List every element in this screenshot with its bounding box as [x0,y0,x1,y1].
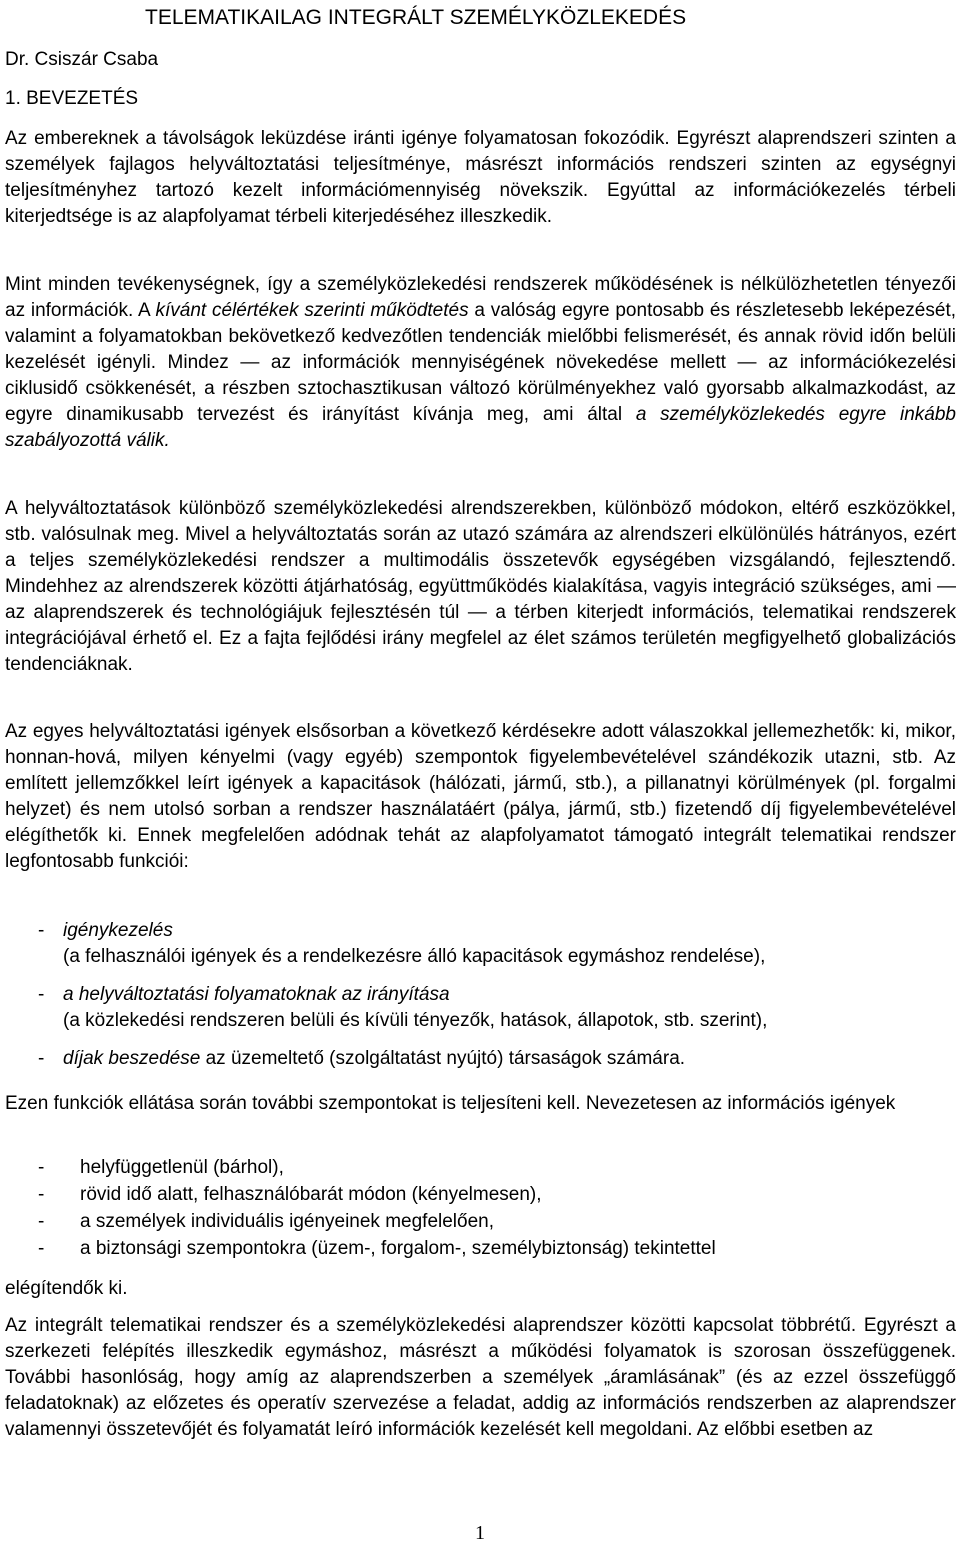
paragraph-7-text: Az integrált telematikai rendszer és a személyközlekedési alaprendszer közötti kapcsolat többrétű. Egyrészt a szerkezeti felépítés illeszkedik egymáshoz, másrészt a működési folyamatok is szorosan összefüggenek. További hasonlóság, hogy amíg az alaprendszerben a személyek „áramlásának” (és az ezzel összefüggő feladatoknak) az előzetes és operatív szervezése a feladat, addig az információs rendszerben az alaprendszer valamennyi összetevőjét és folyamatát leíró információk kezelését kell megoldani. Az előbbi esetben az [5,1315,956,1440]
list-item-content [63,1046,685,1072]
paragraph-2 [5,272,956,454]
function-detail: (a közlekedési rendszeren belüli és kívüli tényezők, hatások, állapotok, stb. szerint), [63,1010,768,1031]
requirement-text: rövid idő alatt, felhasználóbarát módon (kényelmesen), [80,1184,542,1205]
list-dash: - [38,1184,45,1205]
paragraph-4-text: Az egyes helyváltoztatási igények elsősorban a következő kérdésekre adott válaszokkal jellemezhetők: ki, mikor, honnan-hová, milyen kényelmi (vagy egyéb) szempontok figyelembevételével szándékozik utazni, stb. Az említett jellemzőkkel leírt igények a kapacitások (hálózati, jármű, stb.), a pillanatnyi körülmények (pl. forgalmi helyzet) és nem utolsó sorban a rendszer használatáért (pálya, jármű, stb.) fizetendő díj figyelembevételével elégíthetők ki. Ennek megfelelően adódnak tehát az alapfolyamatot támogató integrált telematikai rendszer legfontosabb funkciói: [5,721,956,872]
list-dash: - [38,920,45,941]
section-heading: 1. BEVEZETÉS [5,88,139,109]
functions-list [38,918,938,1072]
list-dash: - [38,1048,45,1069]
requirement-text: helyfüggetlenül (bárhol), [80,1157,284,1178]
paragraph-2-emphasis-d: a személyközlekedés egyre inkább szabályozottá válik. [5,404,956,451]
requirement-text: a személyek individuális igényeinek megfelelően, [80,1211,495,1232]
requirements-list [38,1155,938,1263]
paragraph-7 [5,1313,956,1443]
list-item [38,1155,938,1181]
paragraph-6 [5,1276,956,1302]
document-title: TELEMATIKAILAG INTEGRÁLT SZEMÉLYKÖZLEKEDÉS [145,6,687,29]
paragraph-2-text [5,272,956,454]
paragraph-2-emphasis-a: kívánt célértékek szerinti működtetés [155,300,469,321]
page-number: 1 [475,1522,485,1544]
list-item [38,982,938,1034]
list-item [38,1182,938,1208]
list-item-content [63,982,767,1034]
list-dash: - [38,1238,45,1259]
author-name: Dr. Csiszár Csaba [5,49,159,70]
list-item [38,1209,938,1235]
paragraph-4 [5,719,956,875]
function-term: igénykezelés [63,920,173,941]
paragraph-5 [5,1091,956,1117]
function-term: díjak beszedése [63,1048,201,1069]
list-item-content [63,918,765,970]
list-dash: - [38,1157,45,1178]
paragraph-6-text: elégítendők ki. [5,1278,128,1299]
paragraph-2-part-a: Mint minden tevékenységnek, így a személyközlekedési rendszerek működésének is nélkülözhetetlen tényezői az információk. A [5,274,956,321]
requirement-text: a biztonsági szempontokra (üzem-, forgalom-, személybiztonság) tekintettel [80,1238,716,1259]
paragraph-3-text: A helyváltoztatások különböző személyközlekedési alrendszerekben, különböző módokon, eltérő eszközökkel, stb. valósulnak meg. Mivel a helyváltoztatás során az utazó számára az alrendszeri elkülönülés hátrányos, ezért a teljes személyközlekedési rendszer a multimodális összetevők egységében vizsgálandó, fejlesztendő. Mindehhez az alrendszerek közötti átjárhatóság, együttműködés kialakítása, vagyis integráció szükséges, ami ― az alaprendszerek és technológiájuk fejlesztésén túl ― a térben kiterjedt információs, telematikai rendszerek integrációjával érhető el. Ez a fajta fejlődési irány megfelel az élet számos területén megfigyelhető globalizációs tendenciáknak. [5,498,956,675]
paragraph-1 [5,126,956,230]
list-item [38,1046,938,1072]
list-item [38,918,938,970]
paragraph-2-part-c: a valóság egyre pontosabb és részletesebb leképezését, valamint a folyamatokban bekövetkező kedvezőtlen tendenciák mielőbbi felismerését, és annak rövid időn belüli kezelését igényli. Mindez ― az információk mennyiségének növekedése mellett ― az információkezelési ciklusidő csökkenését, a részben sztochasztikusan változó körülményekhez való gyorsabb alkalmazkodást, az egyre dinamikusabb tervezést és irányítást kívánja meg, ami által [5,300,956,425]
list-dash: - [38,1211,45,1232]
function-term: a helyváltoztatási folyamatoknak az irányítása [63,984,450,1005]
paragraph-5-text: Ezen funkciók ellátása során további szempontokat is teljesíteni kell. Nevezetesen az információs igények [5,1093,896,1114]
list-item [38,1236,938,1262]
list-dash: - [38,984,45,1005]
paragraph-3 [5,496,956,678]
function-rest: az üzemeltető (szolgáltatást nyújtó) társaságok számára. [200,1048,686,1069]
function-detail: (a felhasználói igények és a rendelkezésre álló kapacitások egymáshoz rendelése), [63,946,766,967]
paragraph-1-text: Az embereknek a távolságok leküzdése iránti igénye folyamatosan fokozódik. Egyrészt alaprendszeri szinten a személyek fajlagos helyváltoztatási teljesítménye, másrészt információs rendszeri szinten az egységnyi teljesítményhez tartozó kezelt információmennyiség növekszik. Egyúttal az információkezelés térbeli kiterjedtsége is az alapfolyamat térbeli kiterjedéséhez illeszkedik. [5,128,956,227]
